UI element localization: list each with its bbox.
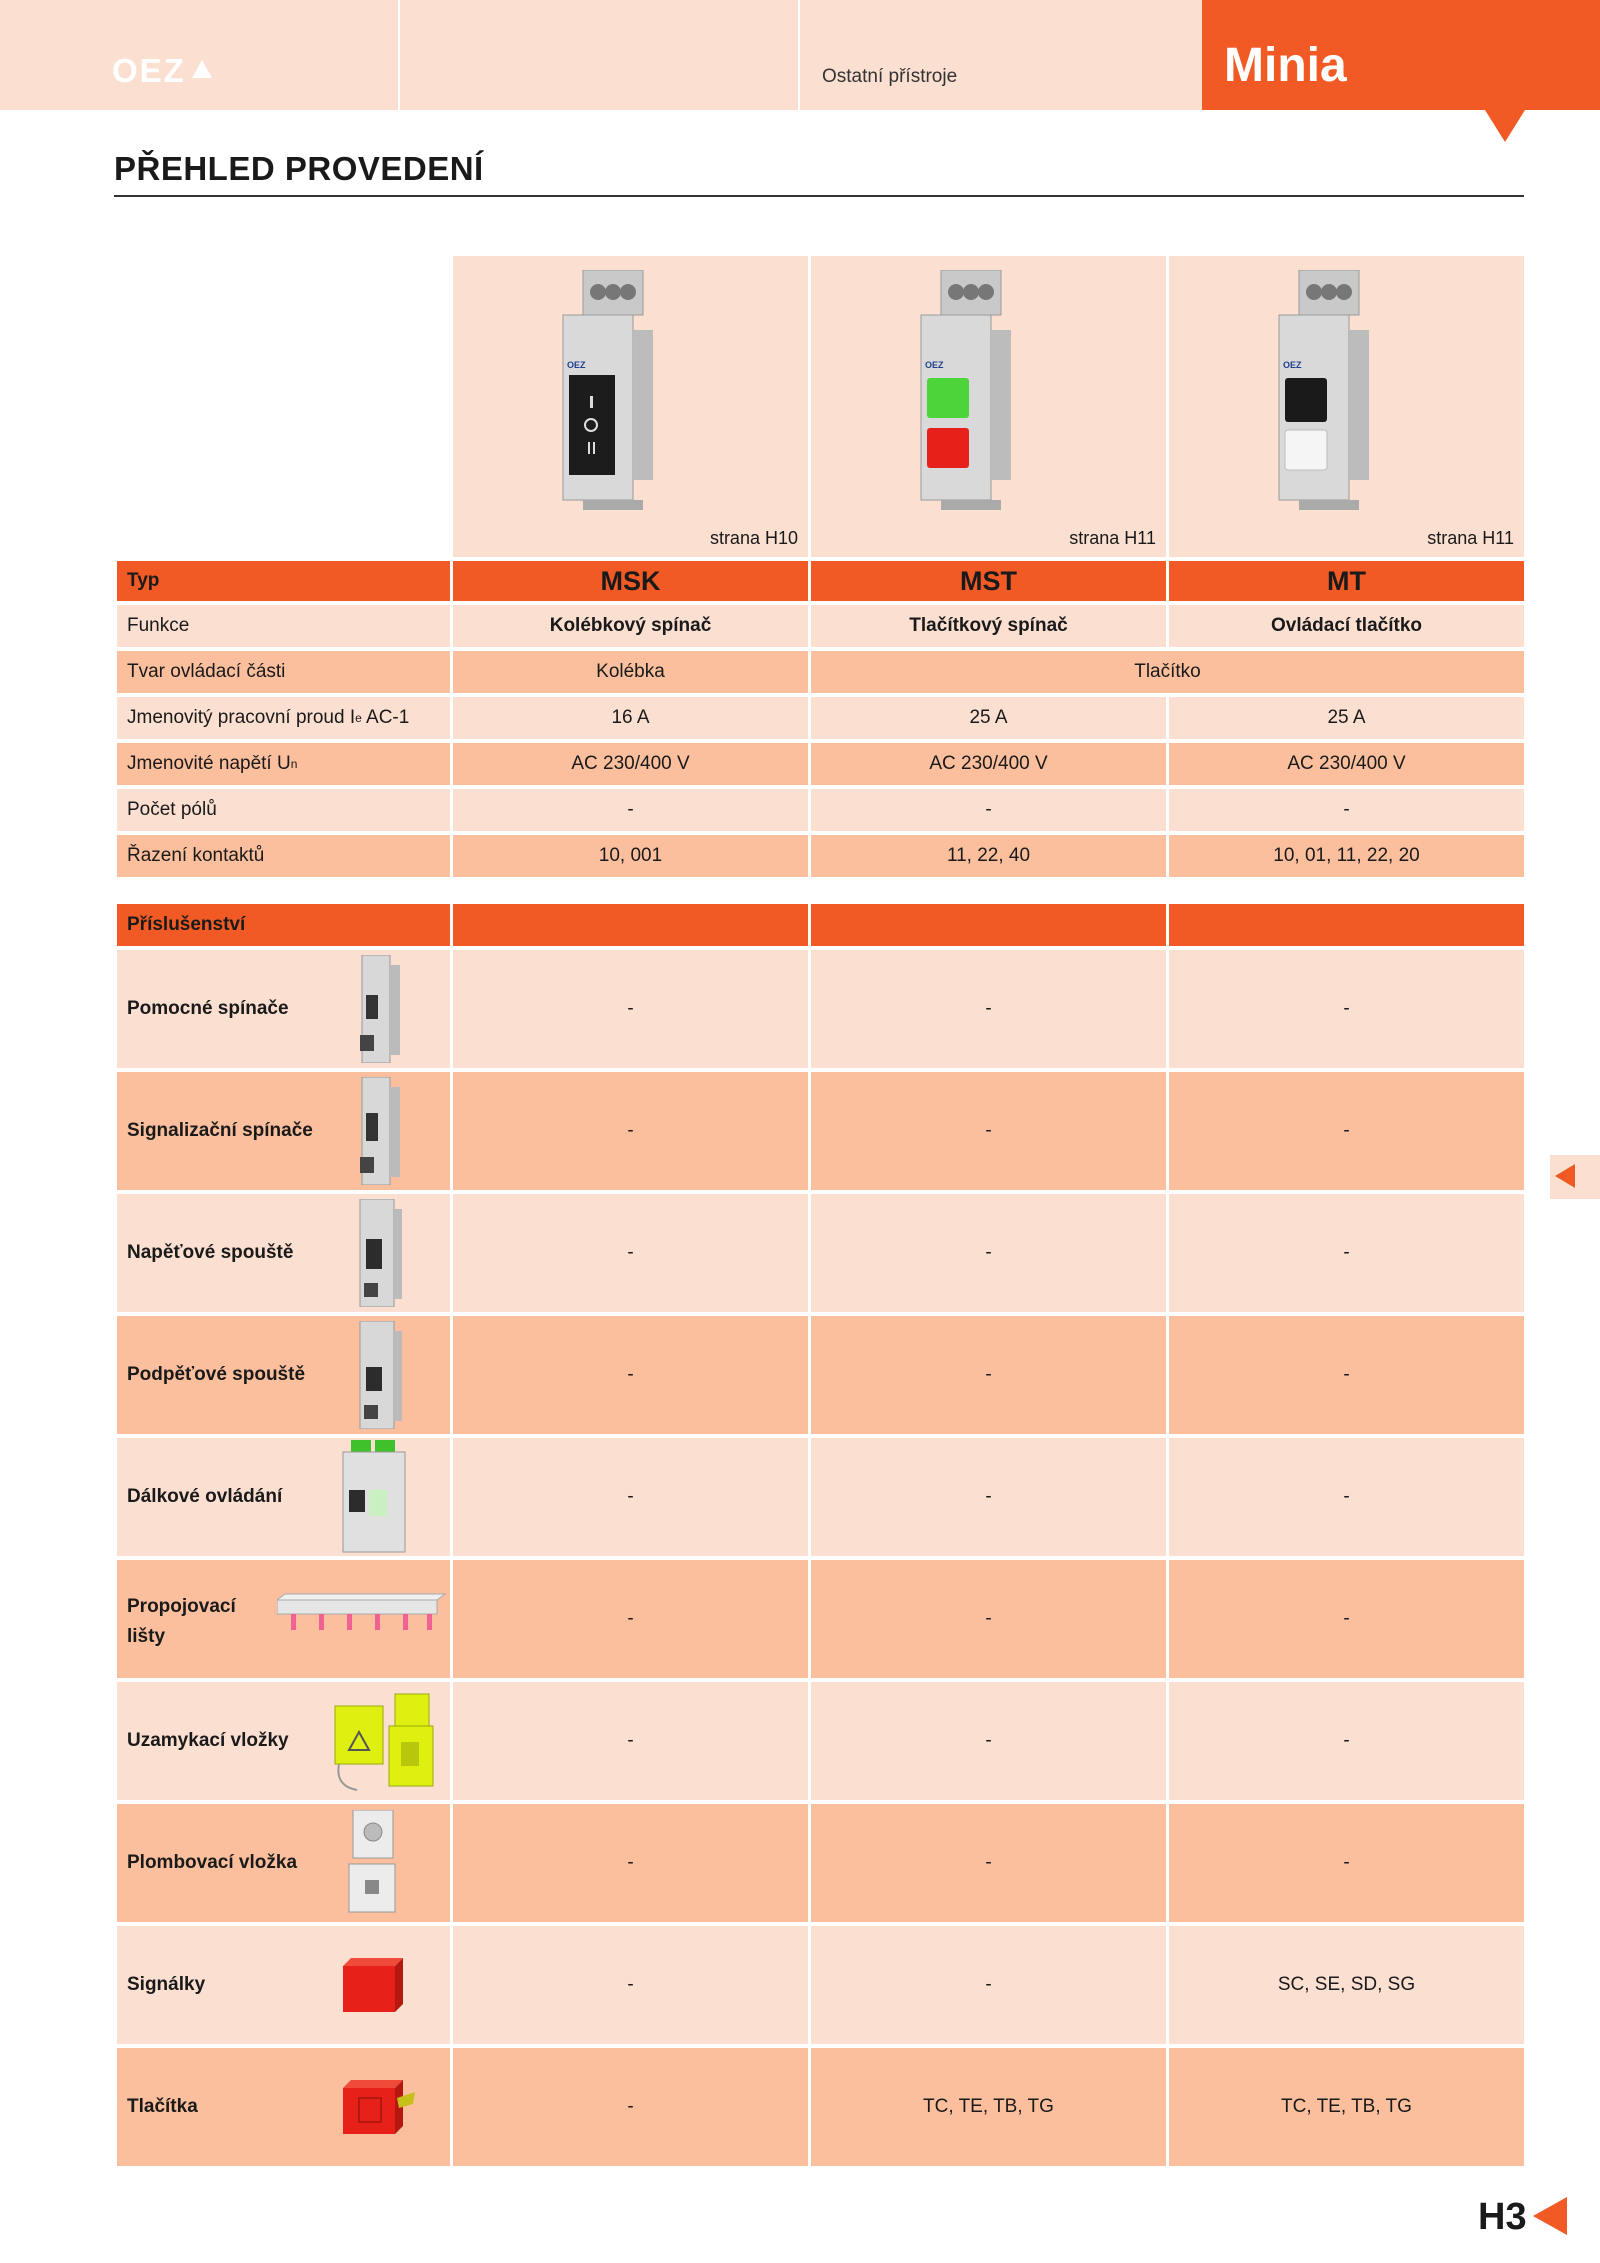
accessory-label — [117, 1682, 450, 1800]
accessory-value: - — [1169, 1804, 1524, 1922]
spec-label-tail: AC-1 — [361, 707, 410, 728]
seal-insert-image — [339, 1810, 409, 1916]
spec-value: Kolébka — [453, 651, 808, 693]
accessory-label-text: Dálkové ovládání — [127, 1486, 283, 1507]
spec-value: AC 230/400 V — [453, 743, 808, 785]
accessory-value: - — [811, 1316, 1166, 1434]
shunt-release-image — [342, 1199, 422, 1307]
spec-value: 16 A — [453, 697, 808, 739]
accessory-value: - — [811, 1072, 1166, 1190]
spec-value: 25 A — [811, 697, 1166, 739]
spec-label: Funkce — [117, 605, 450, 647]
mst-switch-image — [911, 270, 1021, 510]
brand-title: Minia — [1224, 39, 1347, 92]
spec-label-sub: n — [290, 757, 298, 771]
accessory-value: - — [1169, 1438, 1524, 1556]
page-title: PŘEHLED PROVEDENÍ — [114, 150, 484, 187]
accessories-header-cell — [1169, 904, 1524, 946]
accessory-value: TC, TE, TB, TG — [1169, 2048, 1524, 2166]
spec-value: - — [453, 789, 808, 831]
spec-value: 10, 001 — [453, 835, 808, 877]
page-ref-msk: strana H10 — [709, 528, 798, 548]
accessory-label-text: Podpěťové spouště — [127, 1364, 306, 1385]
spec-label-text: Jmenovitý pracovní proud I — [127, 707, 356, 728]
accessory-label — [117, 1072, 450, 1190]
spec-value: Kolébkový spínač — [453, 605, 808, 647]
brand-pointer-icon — [1485, 110, 1525, 142]
accessory-value: - — [1169, 1316, 1524, 1434]
accessory-value: - — [811, 1682, 1166, 1800]
logo-triangle-icon — [192, 60, 212, 78]
svg-text:OEZ: OEZ — [925, 360, 944, 370]
spec-value: 25 A — [1169, 697, 1524, 739]
header-divider — [798, 0, 800, 110]
accessory-label — [117, 1926, 450, 2044]
accessory-value: - — [453, 950, 808, 1068]
accessories-header-cell — [811, 904, 1166, 946]
spec-label: Tvar ovládací části — [117, 651, 450, 693]
accessory-label — [117, 2048, 450, 2166]
type-msk: MSK — [453, 561, 808, 601]
spec-value: 11, 22, 40 — [811, 835, 1166, 877]
accessory-value: - — [453, 1438, 808, 1556]
accessory-value: - — [453, 1072, 808, 1190]
accessory-label-text: Propojovací lišty — [127, 1596, 236, 1647]
product-image-cell-msk — [453, 256, 808, 557]
accessory-label — [117, 1316, 450, 1434]
spec-value: Tlačítkový spínač — [811, 605, 1166, 647]
svg-text:OEZ: OEZ — [567, 360, 586, 370]
accessory-label-text: Uzamykací vložky — [127, 1730, 289, 1751]
mt-button-image — [1269, 270, 1379, 510]
type-mt: MT — [1169, 561, 1524, 601]
accessory-label-text: Signálky — [127, 1974, 206, 1995]
accessory-value: - — [811, 1438, 1166, 1556]
accessory-value: - — [1169, 1072, 1524, 1190]
spec-label: Řazení kontaktů — [117, 835, 450, 877]
accessory-value: - — [811, 1194, 1166, 1312]
accessory-label-text: Tlačítka — [127, 2096, 198, 2117]
accessory-value: - — [1169, 1560, 1524, 1678]
accessory-value: TC, TE, TB, TG — [811, 2048, 1166, 2166]
type-mst: MST — [811, 561, 1166, 601]
signal-lamp-image — [337, 1952, 407, 2018]
auxiliary-switch-image — [342, 955, 422, 1063]
signal-switch-image — [342, 1077, 422, 1185]
spec-label — [117, 697, 450, 739]
accessory-label-text: Signalizační spínače — [127, 1120, 313, 1141]
accessory-label — [117, 950, 450, 1068]
accessory-label-text: Napěťové spouště — [127, 1242, 294, 1263]
accessory-value: - — [453, 1316, 808, 1434]
accessory-value: - — [453, 1194, 808, 1312]
svg-text:OEZ: OEZ — [1283, 360, 1302, 370]
accessory-value: - — [1169, 1194, 1524, 1312]
accessory-value: - — [1169, 950, 1524, 1068]
accessories-header-label: Příslušenství — [117, 904, 450, 946]
section-label: Ostatní přístroje — [822, 66, 958, 87]
title-rule — [114, 195, 1524, 197]
page-ref-mt: strana H11 — [1427, 528, 1514, 548]
accessories-header-cell — [453, 904, 808, 946]
accessory-value: - — [453, 1560, 808, 1678]
product-image-cell-mst — [811, 256, 1166, 557]
lock-insert-image — [317, 1686, 442, 1796]
msk-switch-image — [553, 270, 663, 510]
spec-value: - — [1169, 789, 1524, 831]
spec-label-text: Jmenovité napětí U — [127, 753, 291, 774]
page-ref-mst: strana H11 — [1069, 528, 1156, 548]
header-divider — [398, 0, 400, 110]
accessory-label-text: Plombovací vložka — [127, 1852, 298, 1873]
accessory-value: - — [453, 2048, 808, 2166]
spec-value: AC 230/400 V — [811, 743, 1166, 785]
page-arrow-icon — [1533, 2197, 1567, 2235]
accessory-value: - — [811, 1560, 1166, 1678]
spec-value: - — [811, 789, 1166, 831]
spec-label — [117, 743, 450, 785]
accessory-value: - — [811, 1926, 1166, 2044]
oez-logo: OEZ — [112, 52, 186, 89]
accessory-value: - — [453, 1926, 808, 2044]
accessory-label — [117, 1194, 450, 1312]
accessory-label — [117, 1804, 450, 1922]
push-button-image — [337, 2074, 417, 2140]
spec-value: Ovládací tlačítko — [1169, 605, 1524, 647]
remote-control-image — [329, 1440, 419, 1554]
accessory-label-text: Pomocné spínače — [127, 998, 289, 1019]
spec-label: Počet pólů — [117, 789, 450, 831]
spec-value: 10, 01, 11, 22, 20 — [1169, 835, 1524, 877]
accessory-value: - — [811, 1804, 1166, 1922]
spec-label-sub: e — [355, 711, 362, 725]
accessory-value: - — [811, 950, 1166, 1068]
accessory-value: - — [453, 1682, 808, 1800]
page-number: H3 — [1478, 2196, 1527, 2238]
spec-value-merged: Tlačítko — [811, 651, 1524, 693]
accessory-value: - — [453, 1804, 808, 1922]
undervoltage-release-image — [342, 1321, 422, 1429]
busbar-image — [277, 1590, 447, 1650]
product-image-cell-mt — [1169, 256, 1524, 557]
spec-value: AC 230/400 V — [1169, 743, 1524, 785]
left-arrow-icon — [1555, 1164, 1575, 1188]
accessory-value: - — [1169, 1682, 1524, 1800]
accessory-label — [117, 1560, 450, 1678]
accessory-label — [117, 1438, 450, 1556]
spec-header-label: Typ — [117, 561, 450, 601]
accessory-value: SC, SE, SD, SG — [1169, 1926, 1524, 2044]
